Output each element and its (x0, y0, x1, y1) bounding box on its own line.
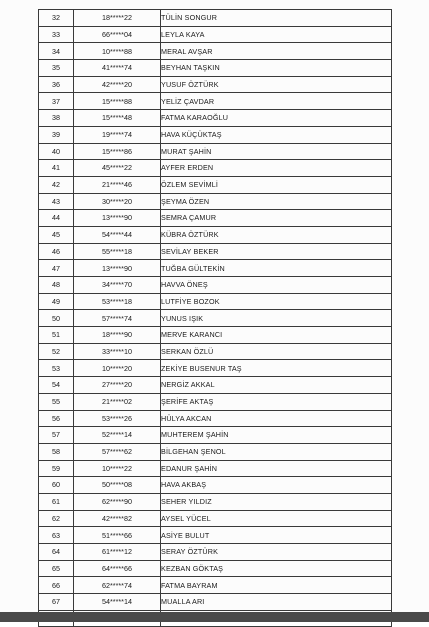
table-row (39, 427, 392, 444)
masked-id-cell: 42*****20 (74, 76, 161, 93)
masked-id-cell: 33*****10 (74, 343, 161, 360)
full-name-cell: SERAY ÖZTÜRK (161, 544, 392, 561)
full-name-cell: LEYLA KAYA (161, 26, 392, 43)
masked-id-cell: 10*****22 (74, 460, 161, 477)
masked-id-cell: 18*****22 (74, 10, 161, 27)
full-name-cell: LUTFİYE BOZOK (161, 293, 392, 310)
full-name-cell: TUĞBA GÜLTEKİN (161, 260, 392, 277)
table-row (39, 93, 392, 110)
table-row (39, 410, 392, 427)
table-row (39, 460, 392, 477)
table-row (39, 493, 392, 510)
table-row (39, 76, 392, 93)
table-row (39, 60, 392, 77)
masked-id-cell: 15*****48 (74, 110, 161, 127)
full-name-cell: HAVVA ÖNEŞ (161, 277, 392, 294)
full-name-cell: SEVİLAY BEKER (161, 243, 392, 260)
roster-table (38, 9, 392, 627)
table-row (39, 293, 392, 310)
table-row (39, 393, 392, 410)
row-number-cell: 59 (39, 460, 74, 477)
masked-id-cell: 53*****26 (74, 410, 161, 427)
full-name-cell: ŞERİFE AKTAŞ (161, 393, 392, 410)
full-name-cell: NERGİZ AKKAL (161, 377, 392, 394)
row-number-cell: 44 (39, 210, 74, 227)
full-name-cell: YELİZ ÇAVDAR (161, 93, 392, 110)
table-row (39, 110, 392, 127)
row-number-cell: 54 (39, 377, 74, 394)
row-number-cell: 56 (39, 410, 74, 427)
full-name-cell: ÖZLEM SEVİMLİ (161, 176, 392, 193)
masked-id-cell: 18*****90 (74, 327, 161, 344)
row-number-cell: 51 (39, 327, 74, 344)
table-row (39, 10, 392, 27)
masked-id-cell: 42*****82 (74, 510, 161, 527)
masked-id-cell: 61*****12 (74, 544, 161, 561)
full-name-cell: YUSUF ÖZTÜRK (161, 76, 392, 93)
full-name-cell: EDANUR ŞAHİN (161, 460, 392, 477)
full-name-cell: ZEKİYE BUSENUR TAŞ (161, 360, 392, 377)
row-number-cell: 43 (39, 193, 74, 210)
row-number-cell: 52 (39, 343, 74, 360)
full-name-cell: BEYHAN TAŞKIN (161, 60, 392, 77)
table-row (39, 510, 392, 527)
masked-id-cell: 15*****86 (74, 143, 161, 160)
table-row (39, 176, 392, 193)
row-number-cell: 61 (39, 493, 74, 510)
row-number-cell: 66 (39, 577, 74, 594)
roster-table-body (39, 10, 392, 627)
masked-id-cell: 53*****18 (74, 293, 161, 310)
full-name-cell: YUNUS IŞIK (161, 310, 392, 327)
masked-id-cell: 57*****74 (74, 310, 161, 327)
full-name-cell: SERKAN ÖZLÜ (161, 343, 392, 360)
table-row (39, 527, 392, 544)
full-name-cell: SEMRA ÇAMUR (161, 210, 392, 227)
table-row (39, 26, 392, 43)
masked-id-cell: 13*****90 (74, 260, 161, 277)
table-row (39, 544, 392, 561)
row-number-cell: 48 (39, 277, 74, 294)
row-number-cell: 36 (39, 76, 74, 93)
masked-id-cell: 62*****90 (74, 493, 161, 510)
full-name-cell: AYFER ERDEN (161, 160, 392, 177)
row-number-cell: 39 (39, 126, 74, 143)
masked-id-cell: 27*****20 (74, 377, 161, 394)
row-number-cell: 47 (39, 260, 74, 277)
viewer-bottom-bar (0, 612, 429, 622)
row-number-cell: 49 (39, 293, 74, 310)
masked-id-cell: 52*****14 (74, 427, 161, 444)
masked-id-cell: 51*****66 (74, 527, 161, 544)
table-row (39, 360, 392, 377)
masked-id-cell: 10*****20 (74, 360, 161, 377)
table-row (39, 277, 392, 294)
masked-id-cell: 30*****20 (74, 193, 161, 210)
masked-id-cell: 55*****18 (74, 243, 161, 260)
table-row (39, 210, 392, 227)
row-number-cell: 65 (39, 560, 74, 577)
row-number-cell: 67 (39, 594, 74, 611)
row-number-cell: 37 (39, 93, 74, 110)
full-name-cell: KÜBRA ÖZTÜRK (161, 226, 392, 243)
full-name-cell: TÜLİN SONGUR (161, 10, 392, 27)
table-row (39, 477, 392, 494)
table-row (39, 143, 392, 160)
masked-id-cell: 34*****70 (74, 277, 161, 294)
row-number-cell: 62 (39, 510, 74, 527)
full-name-cell: ASİYE BULUT (161, 527, 392, 544)
row-number-cell: 41 (39, 160, 74, 177)
table-row (39, 160, 392, 177)
full-name-cell: MUALLA ARI (161, 594, 392, 611)
row-number-cell: 58 (39, 443, 74, 460)
row-number-cell: 45 (39, 226, 74, 243)
row-number-cell: 46 (39, 243, 74, 260)
full-name-cell: KEZBAN GÖKTAŞ (161, 560, 392, 577)
full-name-cell: MUHTEREM ŞAHİN (161, 427, 392, 444)
row-number-cell: 50 (39, 310, 74, 327)
row-number-cell: 57 (39, 427, 74, 444)
row-number-cell: 53 (39, 360, 74, 377)
row-number-cell: 63 (39, 527, 74, 544)
table-row (39, 443, 392, 460)
table-row (39, 327, 392, 344)
table-row (39, 377, 392, 394)
full-name-cell: FATMA BAYRAM (161, 577, 392, 594)
row-number-cell: 32 (39, 10, 74, 27)
full-name-cell: MERVE KARANCI (161, 327, 392, 344)
table-row (39, 343, 392, 360)
masked-id-cell: 13*****90 (74, 210, 161, 227)
masked-id-cell: 45*****22 (74, 160, 161, 177)
table-row (39, 43, 392, 60)
full-name-cell: MERAL AVŞAR (161, 43, 392, 60)
masked-id-cell: 57*****62 (74, 443, 161, 460)
masked-id-cell: 54*****44 (74, 226, 161, 243)
full-name-cell: ŞEYMA ÖZEN (161, 193, 392, 210)
full-name-cell: FATMA KARAOĞLU (161, 110, 392, 127)
table-row (39, 193, 392, 210)
row-number-cell: 40 (39, 143, 74, 160)
masked-id-cell: 64*****66 (74, 560, 161, 577)
full-name-cell: HAVA AKBAŞ (161, 477, 392, 494)
row-number-cell: 38 (39, 110, 74, 127)
full-name-cell: HÜLYA AKCAN (161, 410, 392, 427)
row-number-cell: 34 (39, 43, 74, 60)
masked-id-cell: 62*****74 (74, 577, 161, 594)
masked-id-cell: 41*****74 (74, 60, 161, 77)
row-number-cell: 42 (39, 176, 74, 193)
masked-id-cell: 15*****88 (74, 93, 161, 110)
row-number-cell: 60 (39, 477, 74, 494)
full-name-cell: SEHER YILDIZ (161, 493, 392, 510)
row-number-cell: 55 (39, 393, 74, 410)
masked-id-cell: 10*****88 (74, 43, 161, 60)
table-row (39, 126, 392, 143)
masked-id-cell: 54*****14 (74, 594, 161, 611)
full-name-cell: AYSEL YÜCEL (161, 510, 392, 527)
table-row (39, 226, 392, 243)
masked-id-cell: 19*****74 (74, 126, 161, 143)
masked-id-cell: 21*****46 (74, 176, 161, 193)
full-name-cell: MURAT ŞAHİN (161, 143, 392, 160)
masked-id-cell: 50*****08 (74, 477, 161, 494)
full-name-cell: HAVA KÜÇÜKTAŞ (161, 126, 392, 143)
table-row (39, 560, 392, 577)
masked-id-cell: 21*****02 (74, 393, 161, 410)
row-number-cell: 33 (39, 26, 74, 43)
table-row (39, 260, 392, 277)
row-number-cell: 64 (39, 544, 74, 561)
masked-id-cell: 66*****04 (74, 26, 161, 43)
table-row (39, 594, 392, 611)
table-row (39, 243, 392, 260)
row-number-cell: 35 (39, 60, 74, 77)
table-row (39, 310, 392, 327)
table-row (39, 577, 392, 594)
full-name-cell: BİLGEHAN ŞENOL (161, 443, 392, 460)
